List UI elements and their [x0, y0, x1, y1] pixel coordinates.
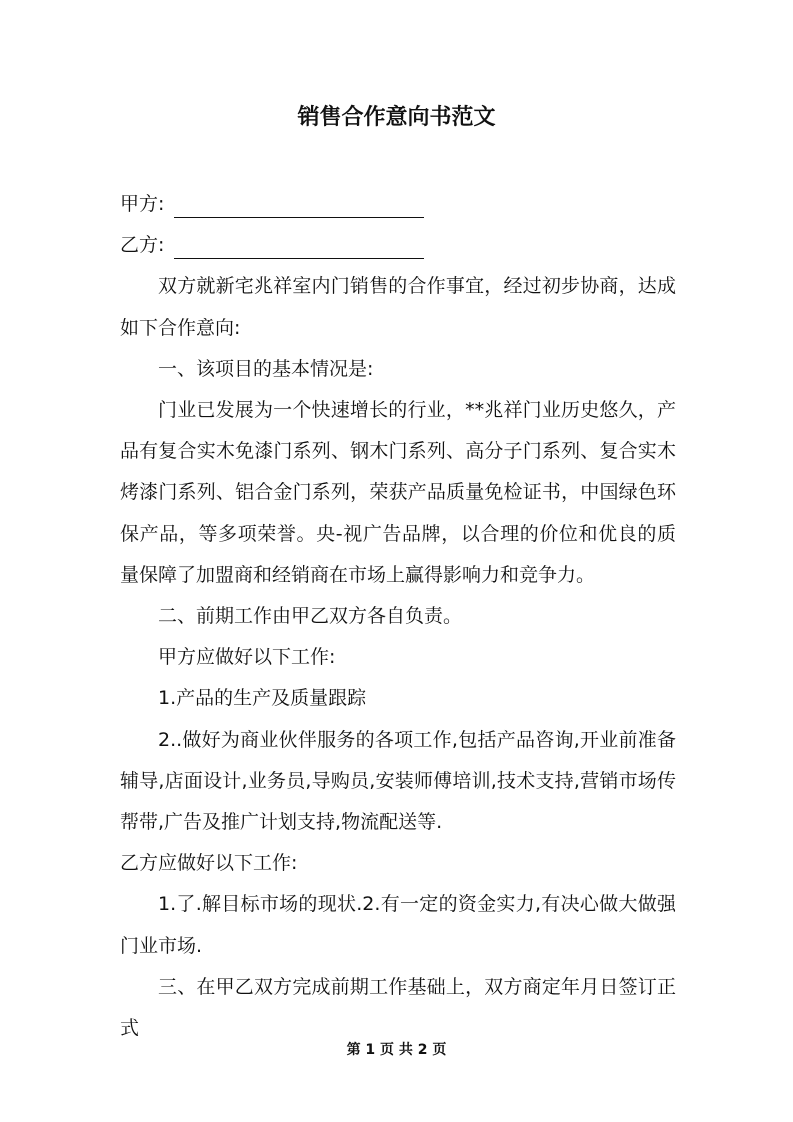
page-number-footer: 第 1 页 共 2 页	[346, 1042, 447, 1058]
paragraph-section-3: 三、在甲乙双方完成前期工作基础上，双方商定年月日签订正式	[120, 975, 676, 1040]
party-b-blank-line	[174, 230, 424, 259]
document-title: 销售合作意向书范文	[297, 105, 496, 130]
party-b-field	[120, 225, 676, 266]
paragraph-section-1-heading: 一、该项目的基本情况是:	[158, 357, 374, 380]
paragraph-section-1-body: 门业已发展为一个快速增长的行业，**兆祥门业历史悠久，产品有复合实木免漆门系列、钢木门系列、高分子门系列、复合实木烤漆门系列、铝合金门系列，荣获产品质量免检证书，中国绿色环保产品，等多项荣誉。央-视广告品牌，以合理的价位和优良的质量保障了加盟商和经销商在市场上赢得影响力和竞争力。	[120, 398, 676, 586]
paragraph-party-a-duty-2: 2..做好为商业伙伴服务的各项工作,包括产品咨询,开业前准备辅导,店面设计,业务员,导购员,安装师傅培训,技术支持,营销市场传帮带,广告及推广计划支持,物流配送等.	[120, 728, 676, 834]
party-b-label: 乙方:	[120, 234, 165, 257]
paragraph-intro: 双方就新宅兆祥室内门销售的合作事宜，经过初步协商，达成如下合作意向:	[120, 275, 676, 339]
party-a-label: 甲方:	[120, 192, 165, 215]
party-a-blank-line	[174, 189, 424, 218]
paragraph-party-a-duties-heading: 甲方应做好以下工作:	[158, 646, 336, 669]
paragraph-party-b-duties: 1.了.解目标市场的现状.2.有一定的资金实力,有决心做大做强门业市场.	[120, 893, 676, 957]
document-body	[120, 184, 676, 1049]
paragraph-party-b-duties-heading: 乙方应做好以下工作:	[120, 852, 298, 875]
party-a-field	[120, 184, 676, 225]
paragraph-party-a-duty-1: 1.产品的生产及质量跟踪	[158, 687, 367, 710]
paragraph-section-2-heading: 二、前期工作由甲乙双方各自负责。	[158, 605, 463, 627]
